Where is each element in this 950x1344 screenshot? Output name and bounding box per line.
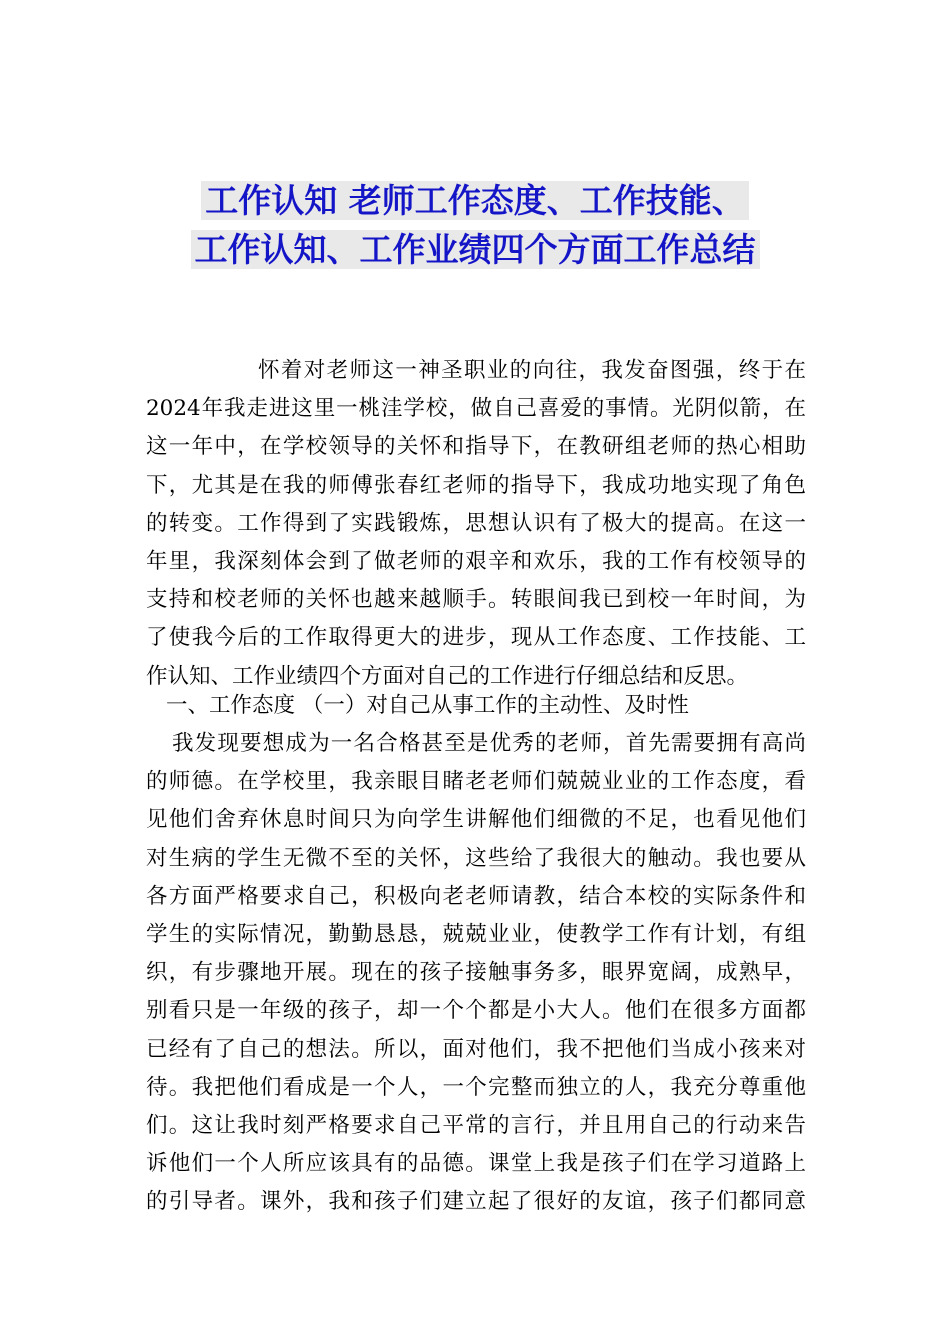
paragraph-1: [146, 352, 806, 696]
paragraph-line: 已经有了自己的想法。所以，面对他们，我不把他们当成小孩来对: [146, 1036, 806, 1062]
document-title-line-2: [140, 227, 810, 273]
paragraph-2: [146, 725, 806, 1221]
paragraph-line: 作认知、工作业绩四个方面对自己的工作进行仔细总结和反思。: [146, 663, 749, 689]
paragraph-line: 学生的实际情况，勤勤恳恳，兢兢业业，使教学工作有计划，有组: [146, 921, 806, 947]
paragraph-line: 诉他们一个人所应该具有的品德。课堂上我是孩子们在学习道路上: [146, 1151, 806, 1177]
paragraph-line: 们。这让我时刻严格要求自己平常的言行，并且用自己的行动来告: [146, 1112, 806, 1138]
paragraph-line: 年里，我深刻体会到了做老师的艰辛和欢乐，我的工作有校领导的: [146, 548, 806, 574]
paragraph-line: 怀着对老师这一神圣职业的向往，我发奋图强，终于在: [258, 358, 806, 383]
paragraph-line: 织，有步骤地开展。现在的孩子接触事务多，眼界宽阔，成熟早，: [146, 960, 806, 986]
title-text-2: 工作认知、工作业绩四个方面工作总结: [191, 230, 760, 269]
paragraph-line: 别看只是一年级的孩子，却一个个都是小大人。他们在很多方面都: [146, 998, 806, 1024]
section-heading-block: [146, 687, 806, 725]
paragraph-line: 见他们舍弃休息时间只为向学生讲解他们细微的不足，也看见他们: [146, 807, 806, 833]
document-title-line-1: [140, 178, 810, 224]
section-heading: 一、工作态度 （一）对自己从事工作的主动性、及时性: [166, 693, 689, 718]
title-text-1: 工作认知 老师工作态度、工作技能、: [201, 181, 749, 220]
paragraph-line: 2024年我走进这里一桃洼学校，做自己喜爱的事情。光阴似箭，在: [146, 396, 806, 422]
paragraph-line: 对生病的学生无微不至的关怀，这些给了我很大的触动。我也要从: [146, 845, 806, 871]
paragraph-line: 下，尤其是在我的师傅张春红老师的指导下，我成功地实现了角色: [146, 472, 806, 498]
paragraph-line: 待。我把他们看成是一个人，一个完整而独立的人，我充分尊重他: [146, 1074, 806, 1100]
paragraph-line: 这一年中，在学校领导的关怀和指导下，在教研组老师的热心相助: [146, 434, 806, 460]
paragraph-line: 我发现要想成为一名合格甚至是优秀的老师，首先需要拥有高尚: [172, 731, 806, 756]
paragraph-line: 的引导者。课外，我和孩子们建立起了很好的友谊，孩子们都同意: [146, 1189, 806, 1215]
paragraph-line: 了使我今后的工作取得更大的进步，现从工作态度、工作技能、工: [146, 625, 806, 651]
paragraph-line: 的师德。在学校里，我亲眼目睹老老师们兢兢业业的工作态度，看: [146, 769, 806, 795]
paragraph-line: 各方面严格要求自己，积极向老老师请教，结合本校的实际条件和: [146, 883, 806, 909]
paragraph-line: 的转变。工作得到了实践锻炼，思想认识有了极大的提高。在这一: [146, 510, 806, 536]
paragraph-line: 支持和校老师的关怀也越来越顺手。转眼间我已到校一年时间，为: [146, 587, 806, 613]
